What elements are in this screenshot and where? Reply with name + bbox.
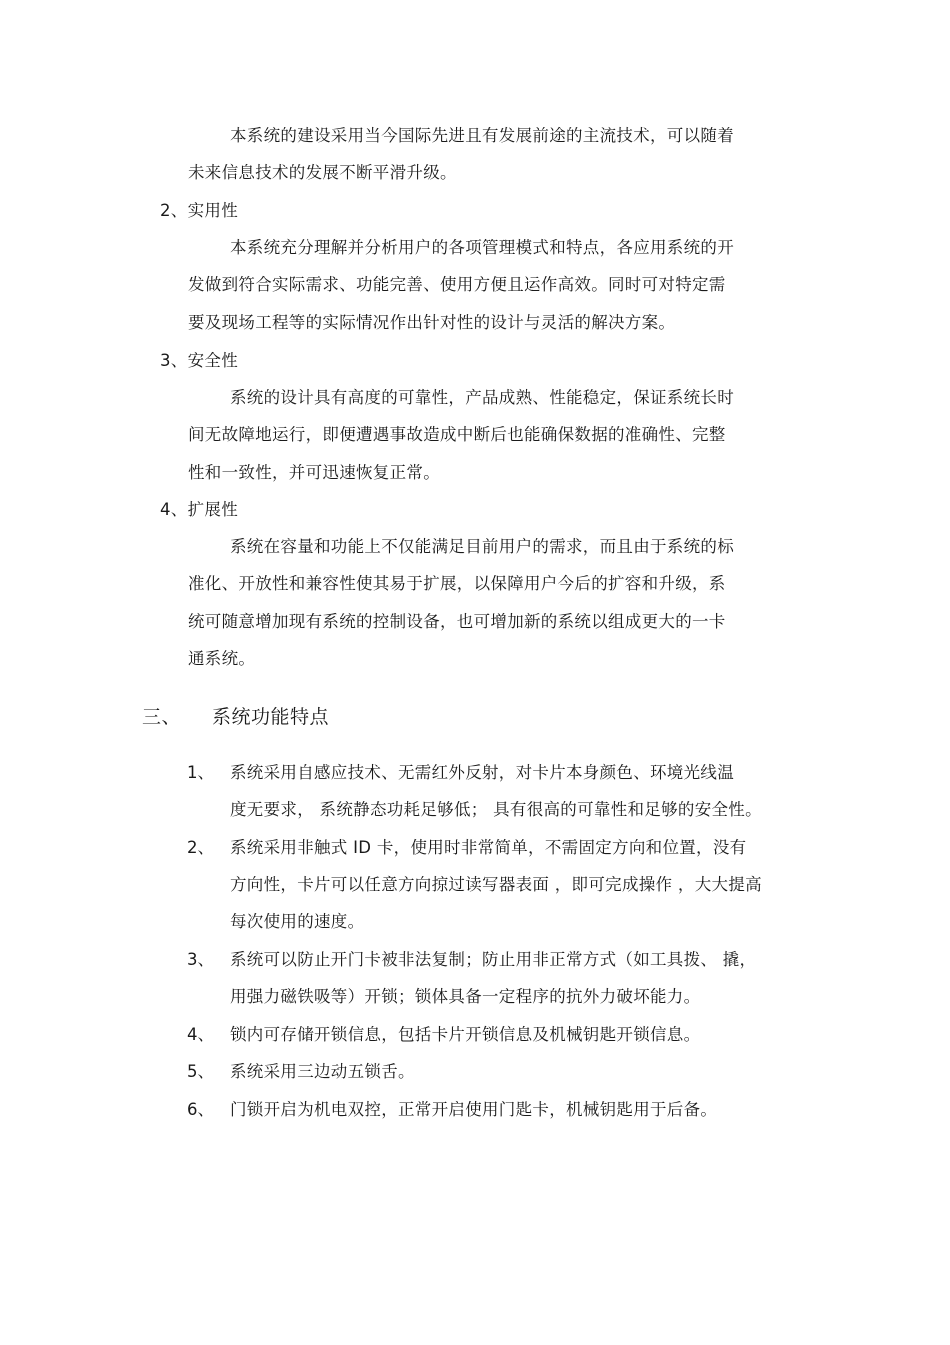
principle-heading-extensibility bbox=[160, 499, 238, 521]
principle-heading-security bbox=[160, 350, 238, 372]
feature-number: 6、 bbox=[187, 1100, 214, 1119]
principle-heading-practicality bbox=[160, 200, 238, 222]
paragraph-line: 统可随意增加现有系统的控制设备，也可增加新的系统以组成更大的一卡 bbox=[188, 612, 726, 631]
feature-number: 3、 bbox=[187, 950, 214, 969]
feature-line: 系统采用非触式 ID 卡，使用时非常简单，不需固定方向和位置，没有 bbox=[230, 838, 747, 857]
principle-number: 2、 bbox=[160, 201, 188, 220]
paragraph-line: 系统的设计具有高度的可靠性，产品成熟、性能稳定，保证系统长时 bbox=[230, 388, 734, 407]
paragraph-line: 本系统的建设采用当今国际先进且有发展前途的主流技术，可以随着 bbox=[230, 126, 734, 145]
principle-title: 安全性 bbox=[187, 351, 239, 370]
feature-line: 门锁开启为机电双控，正常开启使用门匙卡，机械钥匙用于后备。 bbox=[230, 1100, 718, 1119]
principle-number: 3、 bbox=[160, 351, 188, 370]
paragraph-line: 准化、开放性和兼容性使其易于扩展，以保障用户今后的扩容和升级，系 bbox=[188, 574, 726, 593]
principle-title: 扩展性 bbox=[187, 500, 239, 519]
principle-title: 实用性 bbox=[187, 201, 239, 220]
paragraph-line: 性和一致性，并可迅速恢复正常。 bbox=[188, 463, 440, 482]
feature-line: 系统采用三边动五锁舌。 bbox=[230, 1062, 415, 1081]
feature-number: 4、 bbox=[187, 1025, 214, 1044]
feature-line: 方向性，卡片可以任意方向掠过读写器表面 ，即可完成操作 ，大大提高 bbox=[230, 875, 762, 894]
paragraph-line: 系统在容量和功能上不仅能满足目前用户的需求，而且由于系统的标 bbox=[230, 537, 734, 556]
section-title: 系统功能特点 bbox=[212, 706, 330, 728]
paragraph-line: 发做到符合实际需求、功能完善、使用方便且运作高效。同时可对特定需 bbox=[188, 275, 726, 294]
feature-line: 每次使用的速度。 bbox=[230, 912, 365, 931]
paragraph-line: 通系统。 bbox=[188, 649, 256, 668]
section-number: 三、 bbox=[142, 706, 182, 728]
paragraph-line: 间无故障地运行，即便遭遇事故造成中断后也能确保数据的准确性、完整 bbox=[188, 425, 726, 444]
feature-number: 5、 bbox=[187, 1062, 214, 1081]
paragraph-line: 要及现场工程等的实际情况作出针对性的设计与灵活的解决方案。 bbox=[188, 313, 676, 332]
paragraph-line: 未来信息技术的发展不断平滑升级。 bbox=[188, 163, 457, 182]
feature-line: 锁内可存储开锁信息，包括卡片开锁信息及机械钥匙开锁信息。 bbox=[230, 1025, 701, 1044]
feature-line: 系统采用自感应技术、无需红外反射，对卡片本身颜色、环境光线温 bbox=[230, 763, 734, 782]
principle-number: 4、 bbox=[160, 500, 188, 519]
feature-number: 2、 bbox=[187, 838, 214, 857]
feature-number: 1、 bbox=[187, 763, 214, 782]
feature-line: 度无要求， 系统静态功耗足够低； 具有很高的可靠性和足够的安全性。 bbox=[230, 800, 762, 819]
feature-line: 系统可以防止开门卡被非法复制；防止用非正常方式（如工具拨、 撬， bbox=[230, 950, 757, 969]
feature-line: 用强力磁铁吸等）开锁；锁体具备一定程序的抗外力破坏能力。 bbox=[230, 987, 701, 1006]
paragraph-line: 本系统充分理解并分析用户的各项管理模式和特点，各应用系统的开 bbox=[230, 238, 734, 257]
